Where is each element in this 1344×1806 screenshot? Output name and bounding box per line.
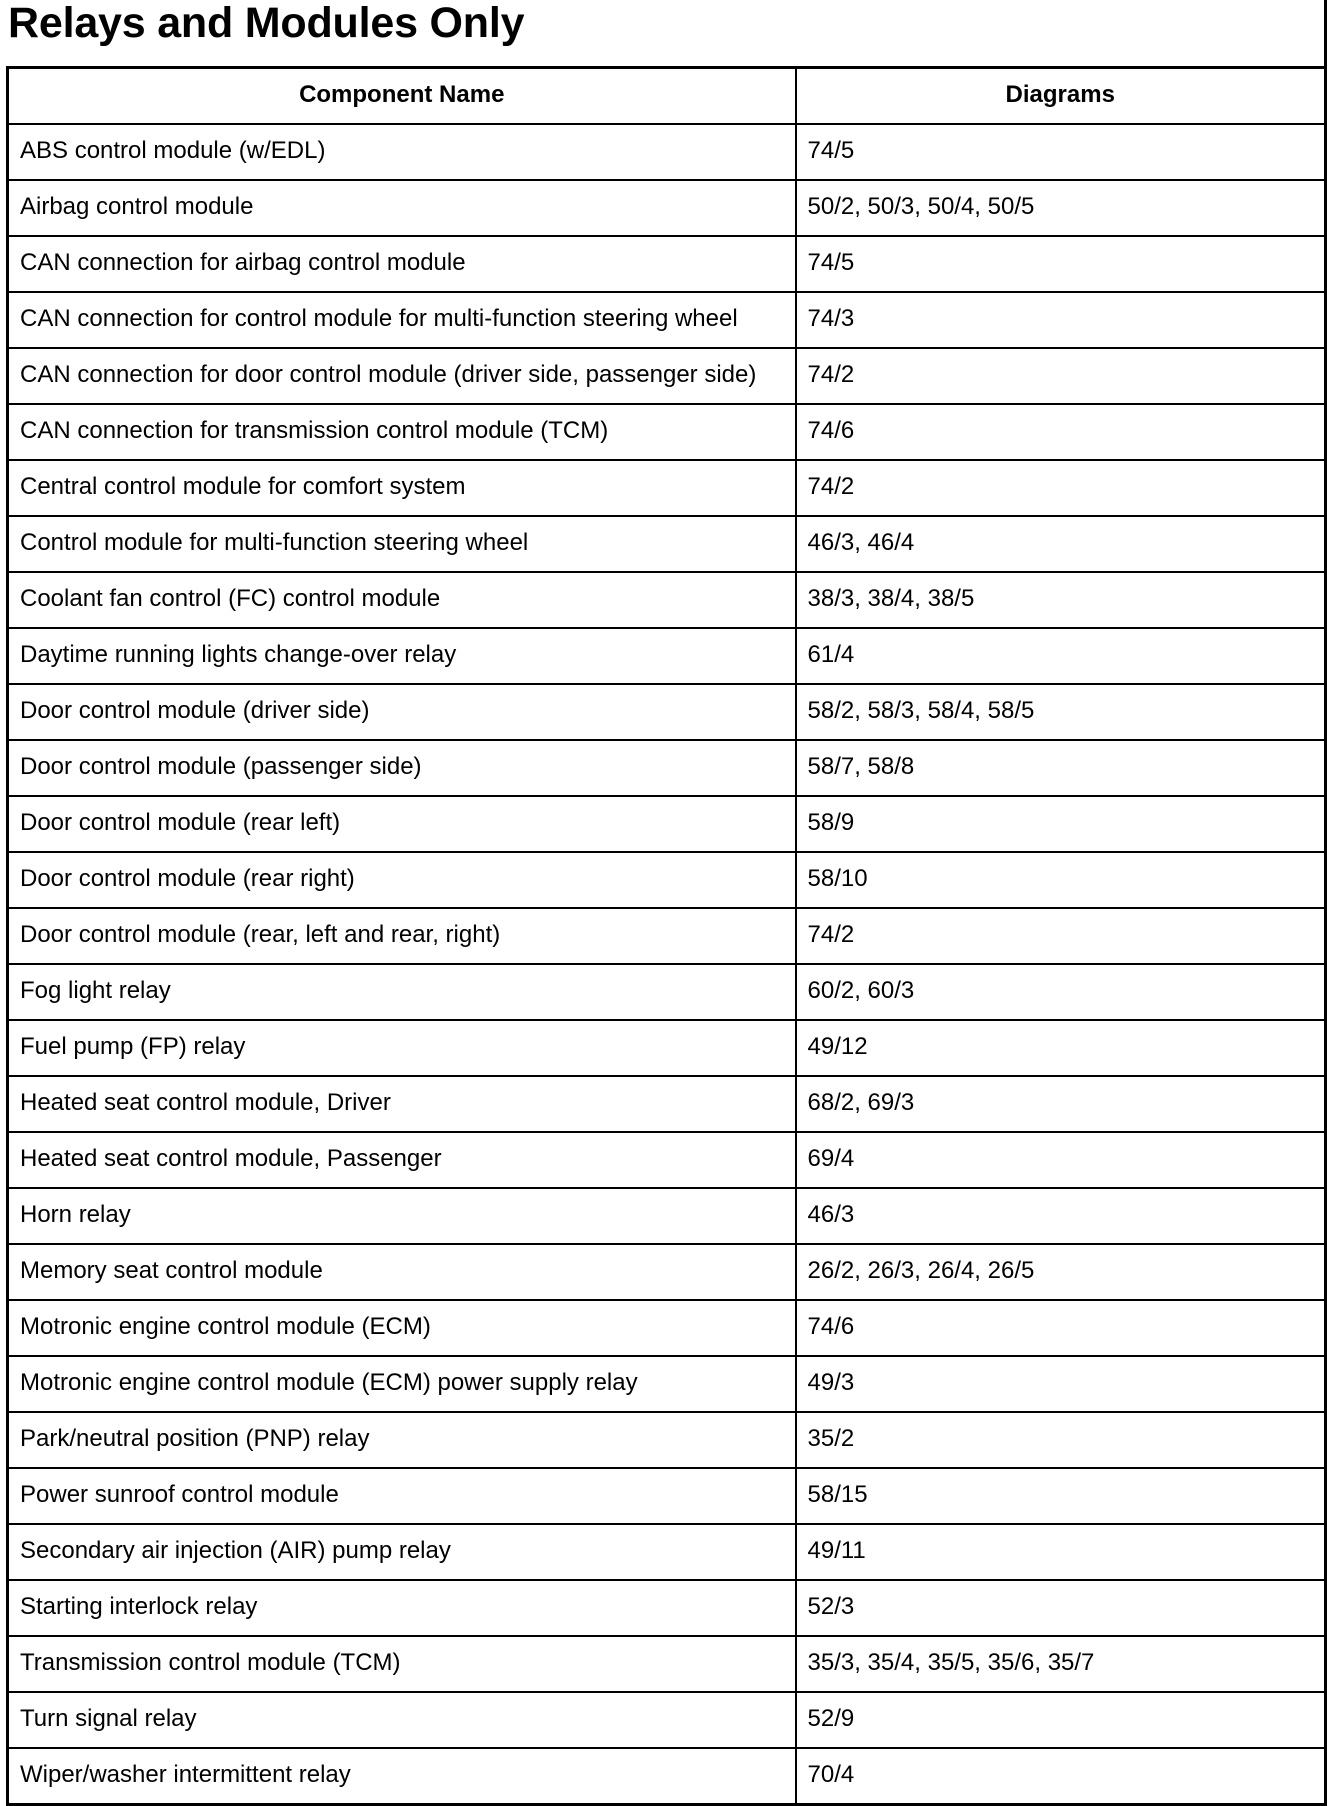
component-name-cell: Heated seat control module, Passenger xyxy=(8,1132,796,1188)
component-name-cell: Horn relay xyxy=(8,1188,796,1244)
component-name-cell: Central control module for comfort system xyxy=(8,460,796,516)
table-row xyxy=(8,1076,1326,1132)
table-row xyxy=(8,1356,1326,1412)
relays-modules-table-container xyxy=(6,66,1324,1806)
diagrams-cell: 49/3 xyxy=(796,1356,1326,1412)
table-row xyxy=(8,1300,1326,1356)
table-row xyxy=(8,404,1326,460)
component-name-cell: Coolant fan control (FC) control module xyxy=(8,572,796,628)
component-name-cell: Turn signal relay xyxy=(8,1692,796,1748)
component-name-cell: Daytime running lights change-over relay xyxy=(8,628,796,684)
diagrams-cell: 74/2 xyxy=(796,348,1326,404)
component-name-cell: Control module for multi-function steering wheel xyxy=(8,516,796,572)
component-name-cell: Secondary air injection (AIR) pump relay xyxy=(8,1524,796,1580)
diagrams-cell: 74/2 xyxy=(796,908,1326,964)
table-row xyxy=(8,1468,1326,1524)
diagrams-cell: 74/3 xyxy=(796,292,1326,348)
component-name-cell: Memory seat control module xyxy=(8,1244,796,1300)
component-name-cell: ABS control module (w/EDL) xyxy=(8,124,796,180)
table-row xyxy=(8,796,1326,852)
table-row xyxy=(8,684,1326,740)
diagrams-cell: 58/15 xyxy=(796,1468,1326,1524)
diagrams-cell: 52/3 xyxy=(796,1580,1326,1636)
table-row xyxy=(8,572,1326,628)
component-name-cell: Power sunroof control module xyxy=(8,1468,796,1524)
diagrams-cell: 74/5 xyxy=(796,124,1326,180)
component-name-cell: Motronic engine control module (ECM) xyxy=(8,1300,796,1356)
component-name-cell: Fuel pump (FP) relay xyxy=(8,1020,796,1076)
component-name-cell: Door control module (passenger side) xyxy=(8,740,796,796)
component-name-cell: Wiper/washer intermittent relay xyxy=(8,1748,796,1805)
diagrams-cell: 61/4 xyxy=(796,628,1326,684)
component-name-cell: Fog light relay xyxy=(8,964,796,1020)
diagrams-cell: 74/5 xyxy=(796,236,1326,292)
table-row xyxy=(8,628,1326,684)
table-row xyxy=(8,1132,1326,1188)
diagrams-cell: 58/2, 58/3, 58/4, 58/5 xyxy=(796,684,1326,740)
component-name-cell: Airbag control module xyxy=(8,180,796,236)
component-name-cell: Transmission control module (TCM) xyxy=(8,1636,796,1692)
component-name-cell: Door control module (rear, left and rear, right) xyxy=(8,908,796,964)
diagrams-cell: 46/3 xyxy=(796,1188,1326,1244)
table-row xyxy=(8,1748,1326,1805)
table-row xyxy=(8,1636,1326,1692)
component-name-cell: CAN connection for control module for multi-function steering wheel xyxy=(8,292,796,348)
component-name-cell: Door control module (rear right) xyxy=(8,852,796,908)
diagrams-cell: 58/7, 58/8 xyxy=(796,740,1326,796)
diagrams-cell: 74/6 xyxy=(796,1300,1326,1356)
table-row xyxy=(8,124,1326,180)
column-header-component-name: Component Name xyxy=(8,68,796,125)
diagrams-cell: 35/2 xyxy=(796,1412,1326,1468)
relays-modules-table xyxy=(6,66,1327,1806)
table-row xyxy=(8,740,1326,796)
column-header-diagrams: Diagrams xyxy=(796,68,1326,125)
diagrams-cell: 49/12 xyxy=(796,1020,1326,1076)
component-name-cell: Motronic engine control module (ECM) power supply relay xyxy=(8,1356,796,1412)
table-row xyxy=(8,964,1326,1020)
component-name-cell: Heated seat control module, Driver xyxy=(8,1076,796,1132)
table-row xyxy=(8,180,1326,236)
diagrams-cell: 58/10 xyxy=(796,852,1326,908)
table-row xyxy=(8,1692,1326,1748)
diagrams-cell: 60/2, 60/3 xyxy=(796,964,1326,1020)
component-name-cell: CAN connection for transmission control module (TCM) xyxy=(8,404,796,460)
table-row xyxy=(8,1020,1326,1076)
table-row xyxy=(8,1412,1326,1468)
diagrams-cell: 69/4 xyxy=(796,1132,1326,1188)
component-name-cell: Park/neutral position (PNP) relay xyxy=(8,1412,796,1468)
table-row xyxy=(8,292,1326,348)
table-row xyxy=(8,236,1326,292)
component-name-cell: CAN connection for door control module (driver side, passenger side) xyxy=(8,348,796,404)
table-row xyxy=(8,516,1326,572)
page-title: Relays and Modules Only xyxy=(8,0,525,47)
diagrams-cell: 38/3, 38/4, 38/5 xyxy=(796,572,1326,628)
diagrams-cell: 70/4 xyxy=(796,1748,1326,1805)
diagrams-cell: 58/9 xyxy=(796,796,1326,852)
table-header-row xyxy=(8,68,1326,125)
table-row xyxy=(8,1580,1326,1636)
diagrams-cell: 50/2, 50/3, 50/4, 50/5 xyxy=(796,180,1326,236)
table-row xyxy=(8,348,1326,404)
table-row xyxy=(8,1244,1326,1300)
diagrams-cell: 46/3, 46/4 xyxy=(796,516,1326,572)
component-name-cell: Door control module (rear left) xyxy=(8,796,796,852)
diagrams-cell: 74/6 xyxy=(796,404,1326,460)
table-body xyxy=(8,124,1326,1805)
component-name-cell: CAN connection for airbag control module xyxy=(8,236,796,292)
diagrams-cell: 74/2 xyxy=(796,460,1326,516)
diagrams-cell: 49/11 xyxy=(796,1524,1326,1580)
component-name-cell: Door control module (driver side) xyxy=(8,684,796,740)
table-row xyxy=(8,908,1326,964)
table-row xyxy=(8,1188,1326,1244)
table-row xyxy=(8,460,1326,516)
component-name-cell: Starting interlock relay xyxy=(8,1580,796,1636)
diagrams-cell: 26/2, 26/3, 26/4, 26/5 xyxy=(796,1244,1326,1300)
diagrams-cell: 68/2, 69/3 xyxy=(796,1076,1326,1132)
table-row xyxy=(8,1524,1326,1580)
table-row xyxy=(8,852,1326,908)
diagrams-cell: 52/9 xyxy=(796,1692,1326,1748)
diagrams-cell: 35/3, 35/4, 35/5, 35/6, 35/7 xyxy=(796,1636,1326,1692)
